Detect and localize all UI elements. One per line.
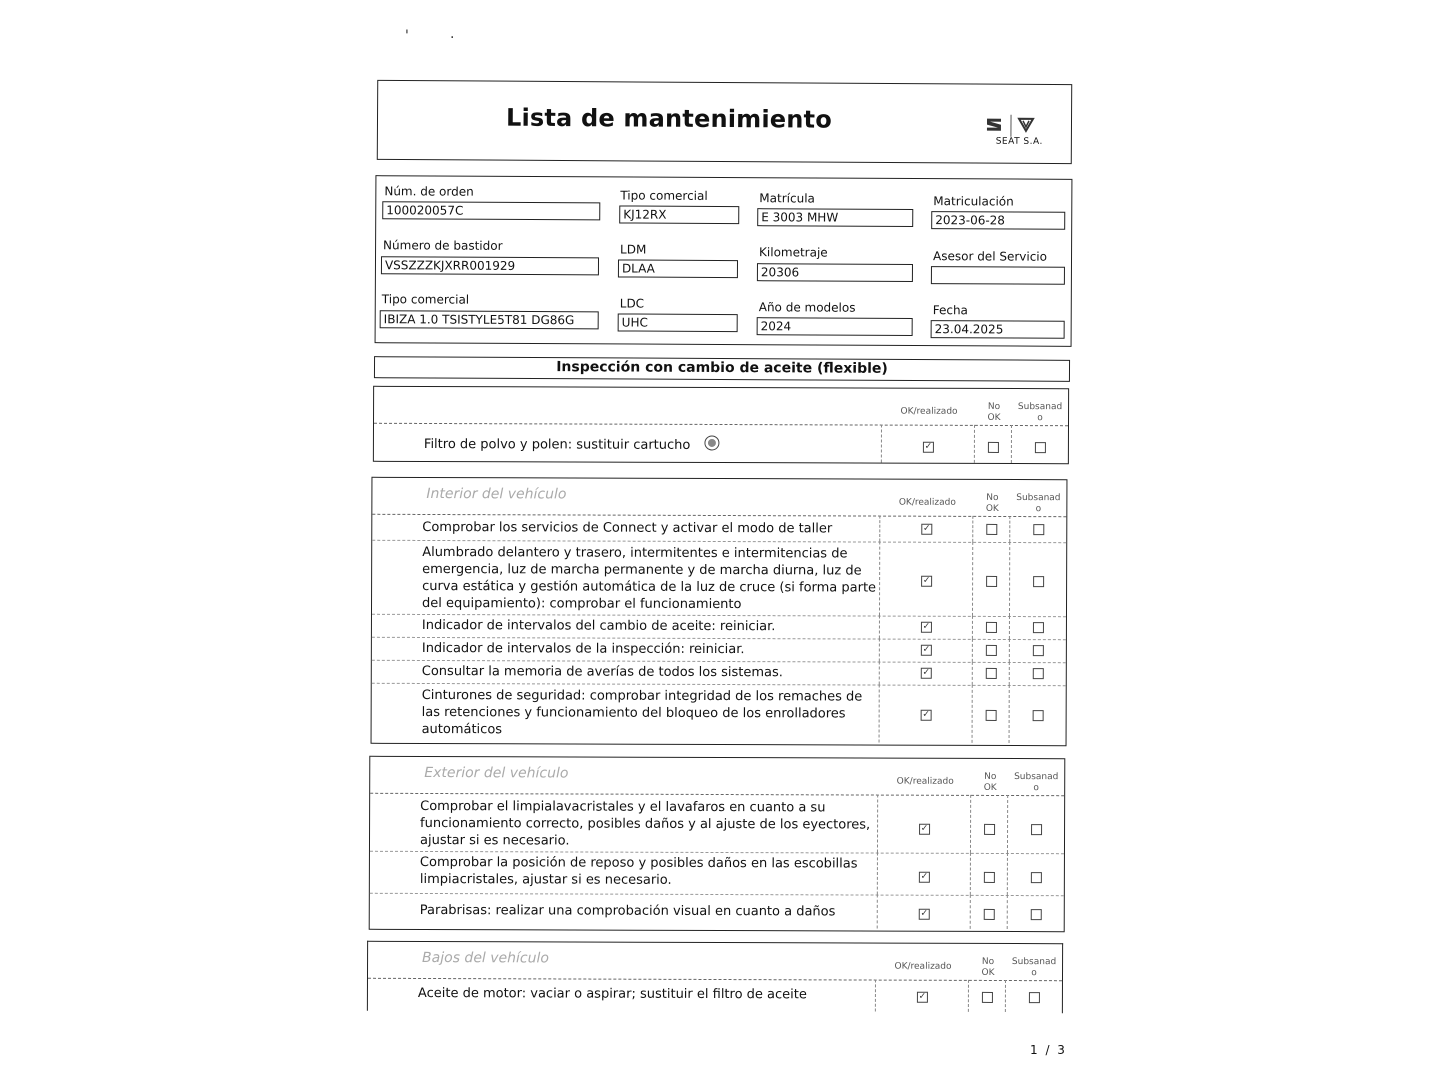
row-text: Indicador de intervalos del cambio de aceite: reiniciar. (421, 617, 776, 635)
column-divider (877, 895, 878, 929)
column-divider (972, 662, 973, 685)
bastidor-label: Número de bastidor (383, 238, 503, 253)
column-divider (879, 616, 880, 639)
no-ok-checkbox[interactable] (984, 909, 995, 920)
asesor-field (931, 266, 1065, 285)
no-ok-checkbox[interactable] (986, 622, 997, 633)
header-box (377, 80, 1072, 164)
matricula-field: E 3003 MHW (757, 208, 913, 227)
column-divider (970, 895, 971, 929)
subsanado-checkbox[interactable] (1033, 576, 1044, 587)
table-row (370, 893, 1064, 929)
subsanado-checkbox[interactable] (1033, 668, 1044, 679)
col-ok-header: OK/realizado (898, 497, 956, 508)
orden-label: Núm. de orden (384, 184, 474, 199)
orden-field: 100020057C (382, 201, 600, 220)
inspection-title: Inspección con cambio de aceite (flexible) (374, 356, 1070, 382)
fecha-field: 23.04.2025 (931, 320, 1065, 339)
no-ok-checkbox[interactable] (986, 645, 997, 656)
fecha-label: Fecha (932, 303, 968, 318)
col-subsanado-header: Subsanado (1014, 772, 1059, 794)
ok-checkbox[interactable] (921, 645, 932, 656)
column-divider (877, 795, 878, 853)
column-divider (879, 542, 880, 616)
column-divider (972, 639, 973, 662)
tipo-comercial-label: Tipo comercial (620, 188, 708, 203)
row-text: Consultar la memoria de averías de todos los sistemas. (421, 663, 783, 681)
no-ok-checkbox[interactable] (982, 992, 993, 1003)
table-header (370, 757, 1064, 796)
column-divider (879, 516, 880, 542)
ok-checkbox[interactable] (923, 442, 934, 453)
col-ok-header: OK/realizado (896, 776, 954, 787)
table-row (370, 851, 1064, 896)
vehicle-info-box (375, 175, 1073, 347)
column-divider (970, 795, 971, 853)
ok-checkbox[interactable] (921, 622, 932, 633)
recycle-stamp-icon (704, 435, 720, 451)
ok-checkbox[interactable] (921, 668, 932, 679)
column-divider (1009, 639, 1010, 662)
ldc-field: UHC (618, 313, 738, 332)
section-interior (371, 477, 1068, 746)
section-filtro (373, 386, 1069, 464)
anio-field: 2024 (757, 317, 913, 336)
section-exterior (369, 756, 1066, 932)
matriculacion-field: 2023-06-28 (931, 211, 1065, 230)
anio-label: Año de modelos (758, 300, 856, 315)
column-divider (1009, 516, 1010, 542)
ldm-label: LDM (620, 242, 647, 257)
row-text: Aceite de motor: vaciar o aspirar; sustituir el filtro de aceite (417, 985, 807, 1003)
section-title: Bajos del vehículo (422, 949, 550, 967)
table-row (374, 423, 1068, 463)
ok-checkbox[interactable] (921, 576, 932, 587)
section-bajos (367, 941, 1063, 1013)
column-divider (972, 616, 973, 639)
tipo-comercial2-field: IBIZA 1.0 TSISTYLE5T81 DG86G (380, 310, 599, 329)
subsanado-checkbox[interactable] (1029, 992, 1040, 1003)
ldm-field: DLAA (618, 259, 738, 278)
no-ok-checkbox[interactable] (988, 442, 999, 453)
subsanado-checkbox[interactable] (1035, 442, 1046, 453)
scan-mark: · (450, 30, 455, 46)
column-divider (879, 639, 880, 662)
col-no-ok-header: No OK (985, 492, 999, 514)
col-subsanado-header: Subsanado (1016, 493, 1061, 515)
row-text: Comprobar la posición de reposo y posibles daños en las escobillas limpiacristales, ajustar si es necesario. (419, 854, 858, 888)
column-divider (881, 425, 882, 463)
column-divider (1009, 542, 1010, 616)
no-ok-checkbox[interactable] (986, 668, 997, 679)
row-text: Filtro de polvo y polen: sustituir cartucho (423, 436, 691, 453)
column-divider (1007, 795, 1008, 853)
matriculacion-label: Matriculación (933, 194, 1014, 209)
col-subsanado-header: Subsanado (1011, 957, 1057, 979)
row-text: Alumbrado delantero y trasero, intermitentes e intermitencias de emergencia, luz de marcha permanente y de marcha diurna, luz de curva estática y gestión automática de la luz de cruce (si forma parte del equipamiento): comprobar el funcionamiento (422, 544, 877, 613)
section-title: Interior del vehículo (426, 485, 567, 503)
subsanado-checkbox[interactable] (1033, 645, 1044, 656)
table-header (368, 942, 1062, 981)
kilometraje-label: Kilometraje (759, 245, 828, 260)
seat-logo-icon (981, 105, 1051, 155)
kilometraje-field: 20306 (757, 263, 913, 282)
ok-checkbox[interactable] (919, 909, 930, 920)
col-no-ok-header: No OK (987, 401, 1001, 423)
subsanado-checkbox[interactable] (1031, 824, 1042, 835)
scan-mark: ' (405, 28, 409, 44)
table-row (372, 683, 1066, 743)
table-header (372, 478, 1066, 517)
subsanado-checkbox[interactable] (1033, 524, 1044, 535)
ok-checkbox[interactable] (921, 710, 932, 721)
page-title: Lista de mantenimiento (505, 103, 833, 134)
subsanado-checkbox[interactable] (1031, 872, 1042, 883)
ok-checkbox[interactable] (919, 824, 930, 835)
ok-checkbox[interactable] (921, 524, 932, 535)
col-no-ok-header: No OK (981, 956, 995, 978)
column-divider (972, 516, 973, 542)
column-divider (968, 980, 969, 1012)
col-ok-header: OK/realizado (894, 961, 952, 972)
column-divider (1007, 853, 1008, 895)
no-ok-checkbox[interactable] (986, 710, 997, 721)
table-row (372, 540, 1066, 617)
row-text: Indicador de intervalos de la inspección: reiniciar. (421, 640, 745, 658)
row-text: Comprobar el limpialavacristales y el lavafaros en cuanto a su funcionamiento correcto, posibles daños y al ajuste de los eyectores, ajustar si es necesario. (419, 798, 871, 849)
col-ok-header: OK/realizado (900, 406, 958, 417)
brand-text: SEAT S.A. (995, 136, 1043, 147)
column-divider (1009, 616, 1010, 639)
tipo-comercial2-label: Tipo comercial (381, 292, 470, 307)
col-no-ok-header: No OK (983, 771, 997, 793)
cupra-logo-icon (1019, 119, 1033, 131)
table-row (368, 978, 1062, 1012)
column-divider (972, 542, 973, 616)
table-row (370, 793, 1064, 854)
subsanado-checkbox[interactable] (1033, 622, 1044, 633)
subsanado-checkbox[interactable] (1031, 909, 1042, 920)
column-divider (1009, 662, 1010, 685)
column-divider (972, 685, 973, 743)
column-divider (877, 853, 878, 895)
column-divider (879, 662, 880, 685)
row-text: Cinturones de seguridad: comprobar integridad de los remaches de las retenciones y funcionamiento del bloqueo de los enrolladores automáticos (421, 687, 863, 738)
ok-checkbox[interactable] (917, 992, 928, 1003)
no-ok-checkbox[interactable] (984, 824, 995, 835)
column-divider (1009, 685, 1010, 743)
no-ok-checkbox[interactable] (984, 872, 995, 883)
column-divider (974, 425, 975, 463)
table-header (374, 387, 1068, 426)
bastidor-field: VSSZZZKJXRR001929 (381, 256, 599, 275)
no-ok-checkbox[interactable] (986, 576, 997, 587)
row-text: Comprobar los servicios de Connect y activar el modo de taller (422, 519, 833, 537)
table-row (372, 514, 1066, 543)
tipo-comercial-field: KJ12RX (619, 205, 739, 224)
ldc-label: LDC (619, 296, 645, 311)
page-number: 1 / 3 (1030, 1043, 1067, 1057)
column-divider (1011, 425, 1012, 463)
column-divider (1005, 980, 1006, 1012)
subsanado-checkbox[interactable] (1033, 710, 1044, 721)
no-ok-checkbox[interactable] (986, 524, 997, 535)
section-title: Exterior del vehículo (424, 764, 569, 782)
matricula-label: Matrícula (759, 191, 815, 206)
column-divider (879, 685, 880, 743)
ok-checkbox[interactable] (919, 872, 930, 883)
column-divider (1007, 895, 1008, 929)
col-subsanado-header: Subsanado (1017, 402, 1063, 424)
column-divider (970, 853, 971, 895)
asesor-label: Asesor del Servicio (932, 249, 1048, 264)
row-text: Parabrisas: realizar una comprobación visual en cuanto a daños (419, 902, 836, 920)
column-divider (875, 980, 876, 1012)
